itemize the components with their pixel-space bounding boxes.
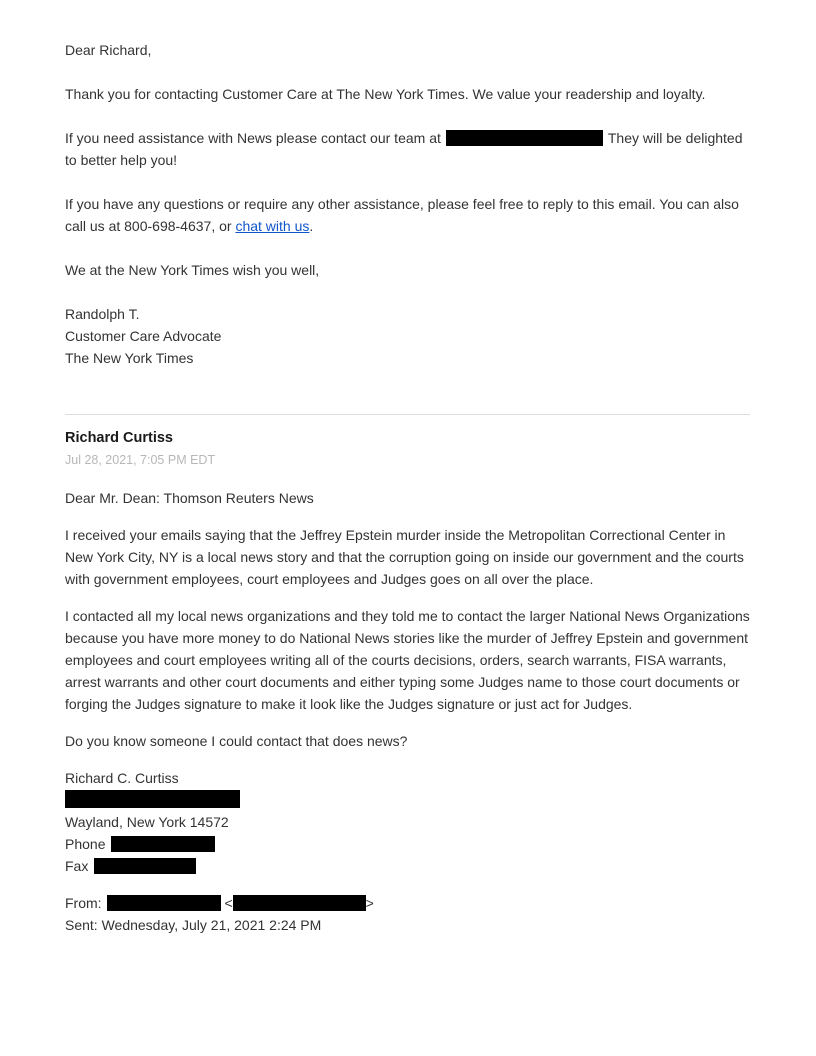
fax-line xyxy=(65,855,750,877)
contact-text-after: . xyxy=(309,218,314,234)
fax-label: Fax xyxy=(65,858,89,874)
sender-name: Richard Curtiss xyxy=(65,430,173,446)
greeting-line: Dear Richard, xyxy=(65,42,152,58)
sender-signature-block xyxy=(65,767,750,877)
forward-header-block xyxy=(65,892,750,936)
salutation-line: Dear Mr. Dean: Thomson Reuters News xyxy=(65,490,314,506)
reply-message xyxy=(65,39,750,369)
from-label: From: xyxy=(65,895,102,911)
well-wishes-line: We at the New York Times wish you well, xyxy=(65,262,320,278)
redacted-street-address xyxy=(65,790,240,808)
chat-with-us-link[interactable]: chat with us xyxy=(235,218,310,234)
contact-paragraph xyxy=(65,193,750,237)
message-timestamp: Jul 28, 2021, 7:05 PM EDT xyxy=(65,453,216,467)
signature-org: The New York Times xyxy=(65,350,194,366)
redacted-from-email xyxy=(233,895,366,911)
thanks-paragraph: Thank you for contacting Customer Care at The New York Times. We value your readership and loyalty. xyxy=(65,86,706,102)
angle-close: > xyxy=(365,895,374,911)
sent-line: Sent: Wednesday, July 21, 2021 2:24 PM xyxy=(65,917,322,933)
angle-open: < xyxy=(224,895,233,911)
body-paragraph-2: I contacted all my local news organizations and they told me to contact the larger National News Organizations because you have more money to do National News stories like the murder of Jeffrey Epstein and government employees and court employees writing all of the courts decisions, orders, search warrants, FISA warrants, arrest warrants and other court documents and either typing some Judges name to those court documents or forging the Judges signature to make it look like the Judges signature or just act for Judges. xyxy=(65,608,750,712)
redacted-team-email xyxy=(446,130,603,146)
assistance-text-after: They will be delighted to better help you! xyxy=(65,130,743,168)
assistance-paragraph xyxy=(65,127,750,171)
redacted-from-name xyxy=(107,895,221,911)
body-paragraph-1: I received your emails saying that the Jeffrey Epstein murder inside the Metropolitan Correctional Center in New York City, NY is a local news story and that the corruption going on inside our government and the courts with government employees, court employees and Judges goes on all over the place. xyxy=(65,527,744,587)
phone-line xyxy=(65,833,750,855)
sender-city-line: Wayland, New York 14572 xyxy=(65,814,229,830)
reply-signature xyxy=(65,303,750,369)
contact-text-before: If you have any questions or require any other assistance, please feel free to reply to this email. You can also call us at 800-698-4637, or xyxy=(65,196,739,234)
signature-title: Customer Care Advocate xyxy=(65,328,222,344)
redacted-phone-number xyxy=(111,836,215,852)
sender-signature-name: Richard C. Curtiss xyxy=(65,770,179,786)
assistance-text-before: If you need assistance with News please contact our team at xyxy=(65,130,441,146)
phone-label: Phone xyxy=(65,836,106,852)
from-line xyxy=(65,892,750,914)
original-message xyxy=(65,428,750,936)
question-line: Do you know someone I could contact that does news? xyxy=(65,733,408,749)
redacted-fax-number xyxy=(94,858,196,874)
message-divider xyxy=(65,414,750,415)
signature-name: Randolph T. xyxy=(65,306,140,322)
